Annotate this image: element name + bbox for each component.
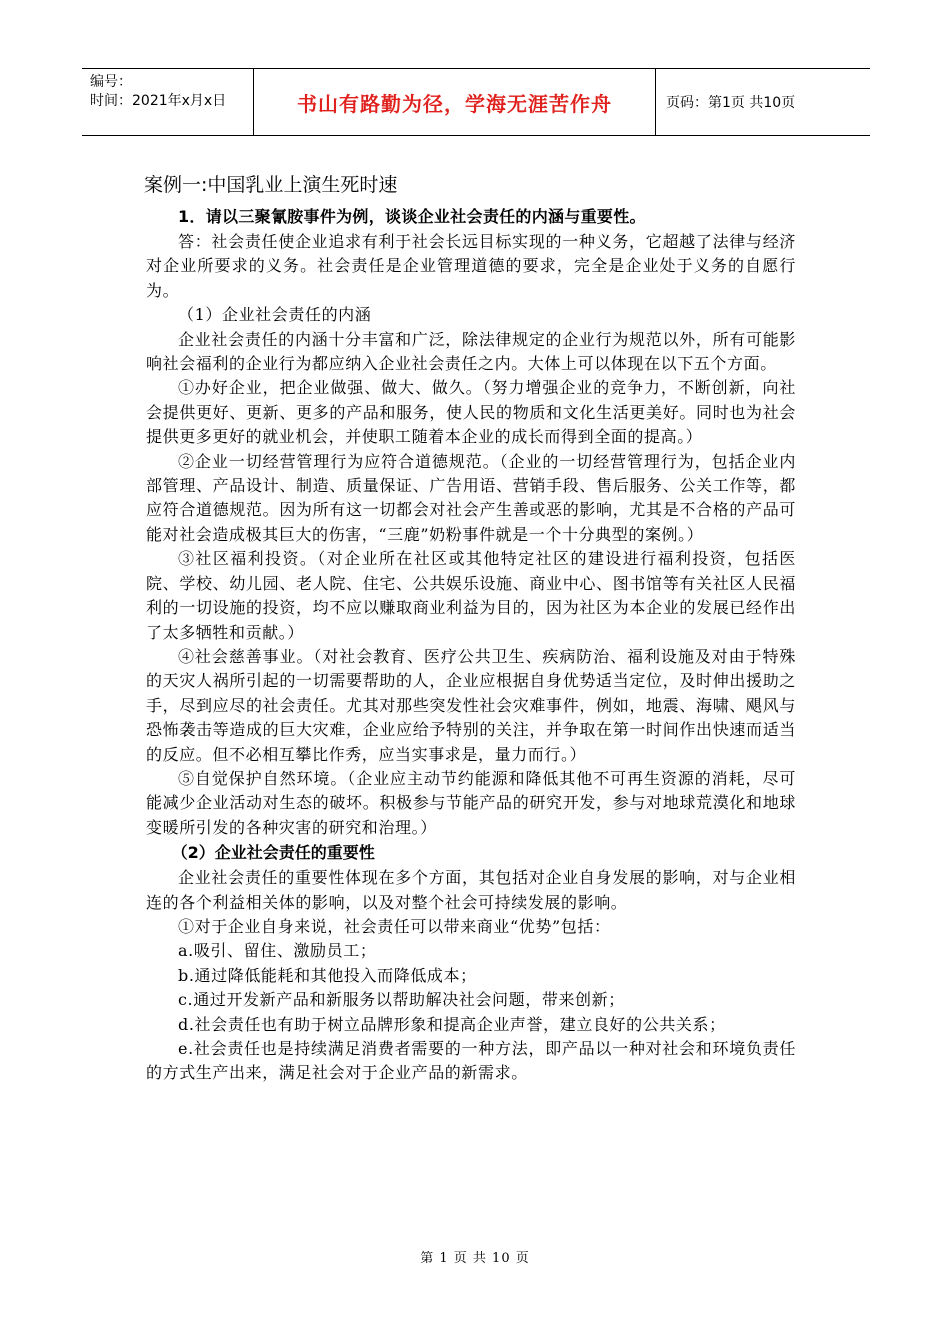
page-header: [82, 68, 870, 136]
point-b: b.通过降低能耗和其他投入而降低成本；: [178, 965, 477, 985]
list-item-4: ④社会慈善事业。（对社会教育、医疗公共卫生、疾病防治、福利设施及对由于特殊的天灾人祸所引起的一切需要帮助的人，企业应根据自身优势适当定位，及时伸出援助之手，尽到应尽的社会责任。尤其对那些突发性社会灾难事件，例如，地震、海啸、飓风与恐怖袭击等造成的巨大灾难，企业应给予特别的关注，并争取在第一时间作出快速而适当的反应。但不必相互攀比作秀，应当实事求是，量力而行。）: [146, 646, 796, 764]
point-c: c.通过开发新产品和新服务以帮助解决社会问题，带来创新；: [178, 990, 625, 1010]
serial-label: 编号：: [90, 74, 132, 90]
header-meta-cell: [82, 69, 254, 135]
list-item-1: ①办好企业，把企业做强、做大、做久。（努力增强企业的竞争力，不断创新，向社会提供更好、更新、更多的产品和服务，使人民的物质和文化生活更美好。同时也为社会提供更多更好的就业机会，并使职工随着本企业的成长而得到全面的提高。）: [146, 378, 796, 447]
page-footer: 第 1 页 共 10 页: [420, 1251, 530, 1266]
point-d: d.社会责任也有助于树立品牌形象和提高企业声誉，建立良好的公共关系；: [178, 1014, 726, 1034]
section2-title: （2）企业社会责任的重要性: [171, 843, 375, 863]
point-a: a.吸引、留住、激励员工；: [178, 941, 377, 961]
header-page-cell: [656, 69, 870, 135]
date-text: 时间：2021年x月x日: [90, 93, 227, 109]
section2-intro: 企业社会责任的重要性体现在多个方面，其包括对企业自身发展的影响，对与企业相连的各个利益相关体的影响，以及对整个社会可持续发展的影响。: [146, 868, 796, 912]
document-body: [146, 172, 796, 1086]
section1-title: （1）企业社会责任的内涵: [178, 305, 372, 325]
page-info: 页码：第1页 共10页: [666, 95, 796, 111]
header-motto-cell: [254, 69, 656, 135]
point-1: ①对于企业自身来说，社会责任可以带来商业“优势”包括：: [178, 916, 611, 936]
answer-intro: 答：社会责任使企业追求有利于社会长远目标实现的一种义务，它超越了法律与经济对企业所要求的义务。社会责任是企业管理道德的要求，完全是企业处于义务的自愿行为。: [146, 232, 796, 300]
section1-intro: 企业社会责任的内涵十分丰富和广泛，除法律规定的企业行为规范以外，所有可能影响社会福利的企业行为都应纳入企业社会责任之内。大体上可以体现在以下五个方面。: [146, 329, 796, 374]
motto-text: 书山有路勤为径，学海无涯苦作舟: [297, 91, 612, 116]
list-item-5: ⑤自觉保护自然环境。（企业应主动节约能源和降低其他不可再生资源的消耗，尽可能减少企业活动对生态的破坏。积极参与节能产品的研究开发，参与对地球荒漠化和地球变暖所引发的各种灾害的研究和治理。）: [146, 768, 796, 837]
list-item-2: ②企业一切经营管理行为应符合道德规范。（企业的一切经营管理行为，包括企业内部管理、产品设计、制造、质量保证、广告用语、营销手段、售后服务、公关工作等，都应符合道德规范。因为所有这一切都会对社会产生善或恶的影响，尤其是不合格的产品可能对社会造成极其巨大的伤害，“三鹿”奶粉事件就是一个十分典型的案例。）: [146, 451, 796, 544]
case-title: 案例一:中国乳业上演生死时速: [144, 174, 398, 196]
question-heading: 1．请以三聚氰胺事件为例，谈谈企业社会责任的内涵与重要性。: [178, 207, 646, 226]
list-item-3: ③社区福利投资。（对企业所在社区或其他特定社区的建设进行福利投资，包括医院、学校、幼儿园、老人院、住宅、公共娱乐设施、商业中心、图书馆等有关社区人民福利的一切设施的投资，均不应以赚取商业利益为目的，因为社区为本企业的发展已经作出了太多牺牲和贡献。）: [146, 549, 796, 642]
point-e: e.社会责任也是持续满足消费者需要的一种方法，即产品以一种对社会和环境负责任的方式生产出来，满足社会对于企业产品的新需求。: [146, 1039, 796, 1083]
